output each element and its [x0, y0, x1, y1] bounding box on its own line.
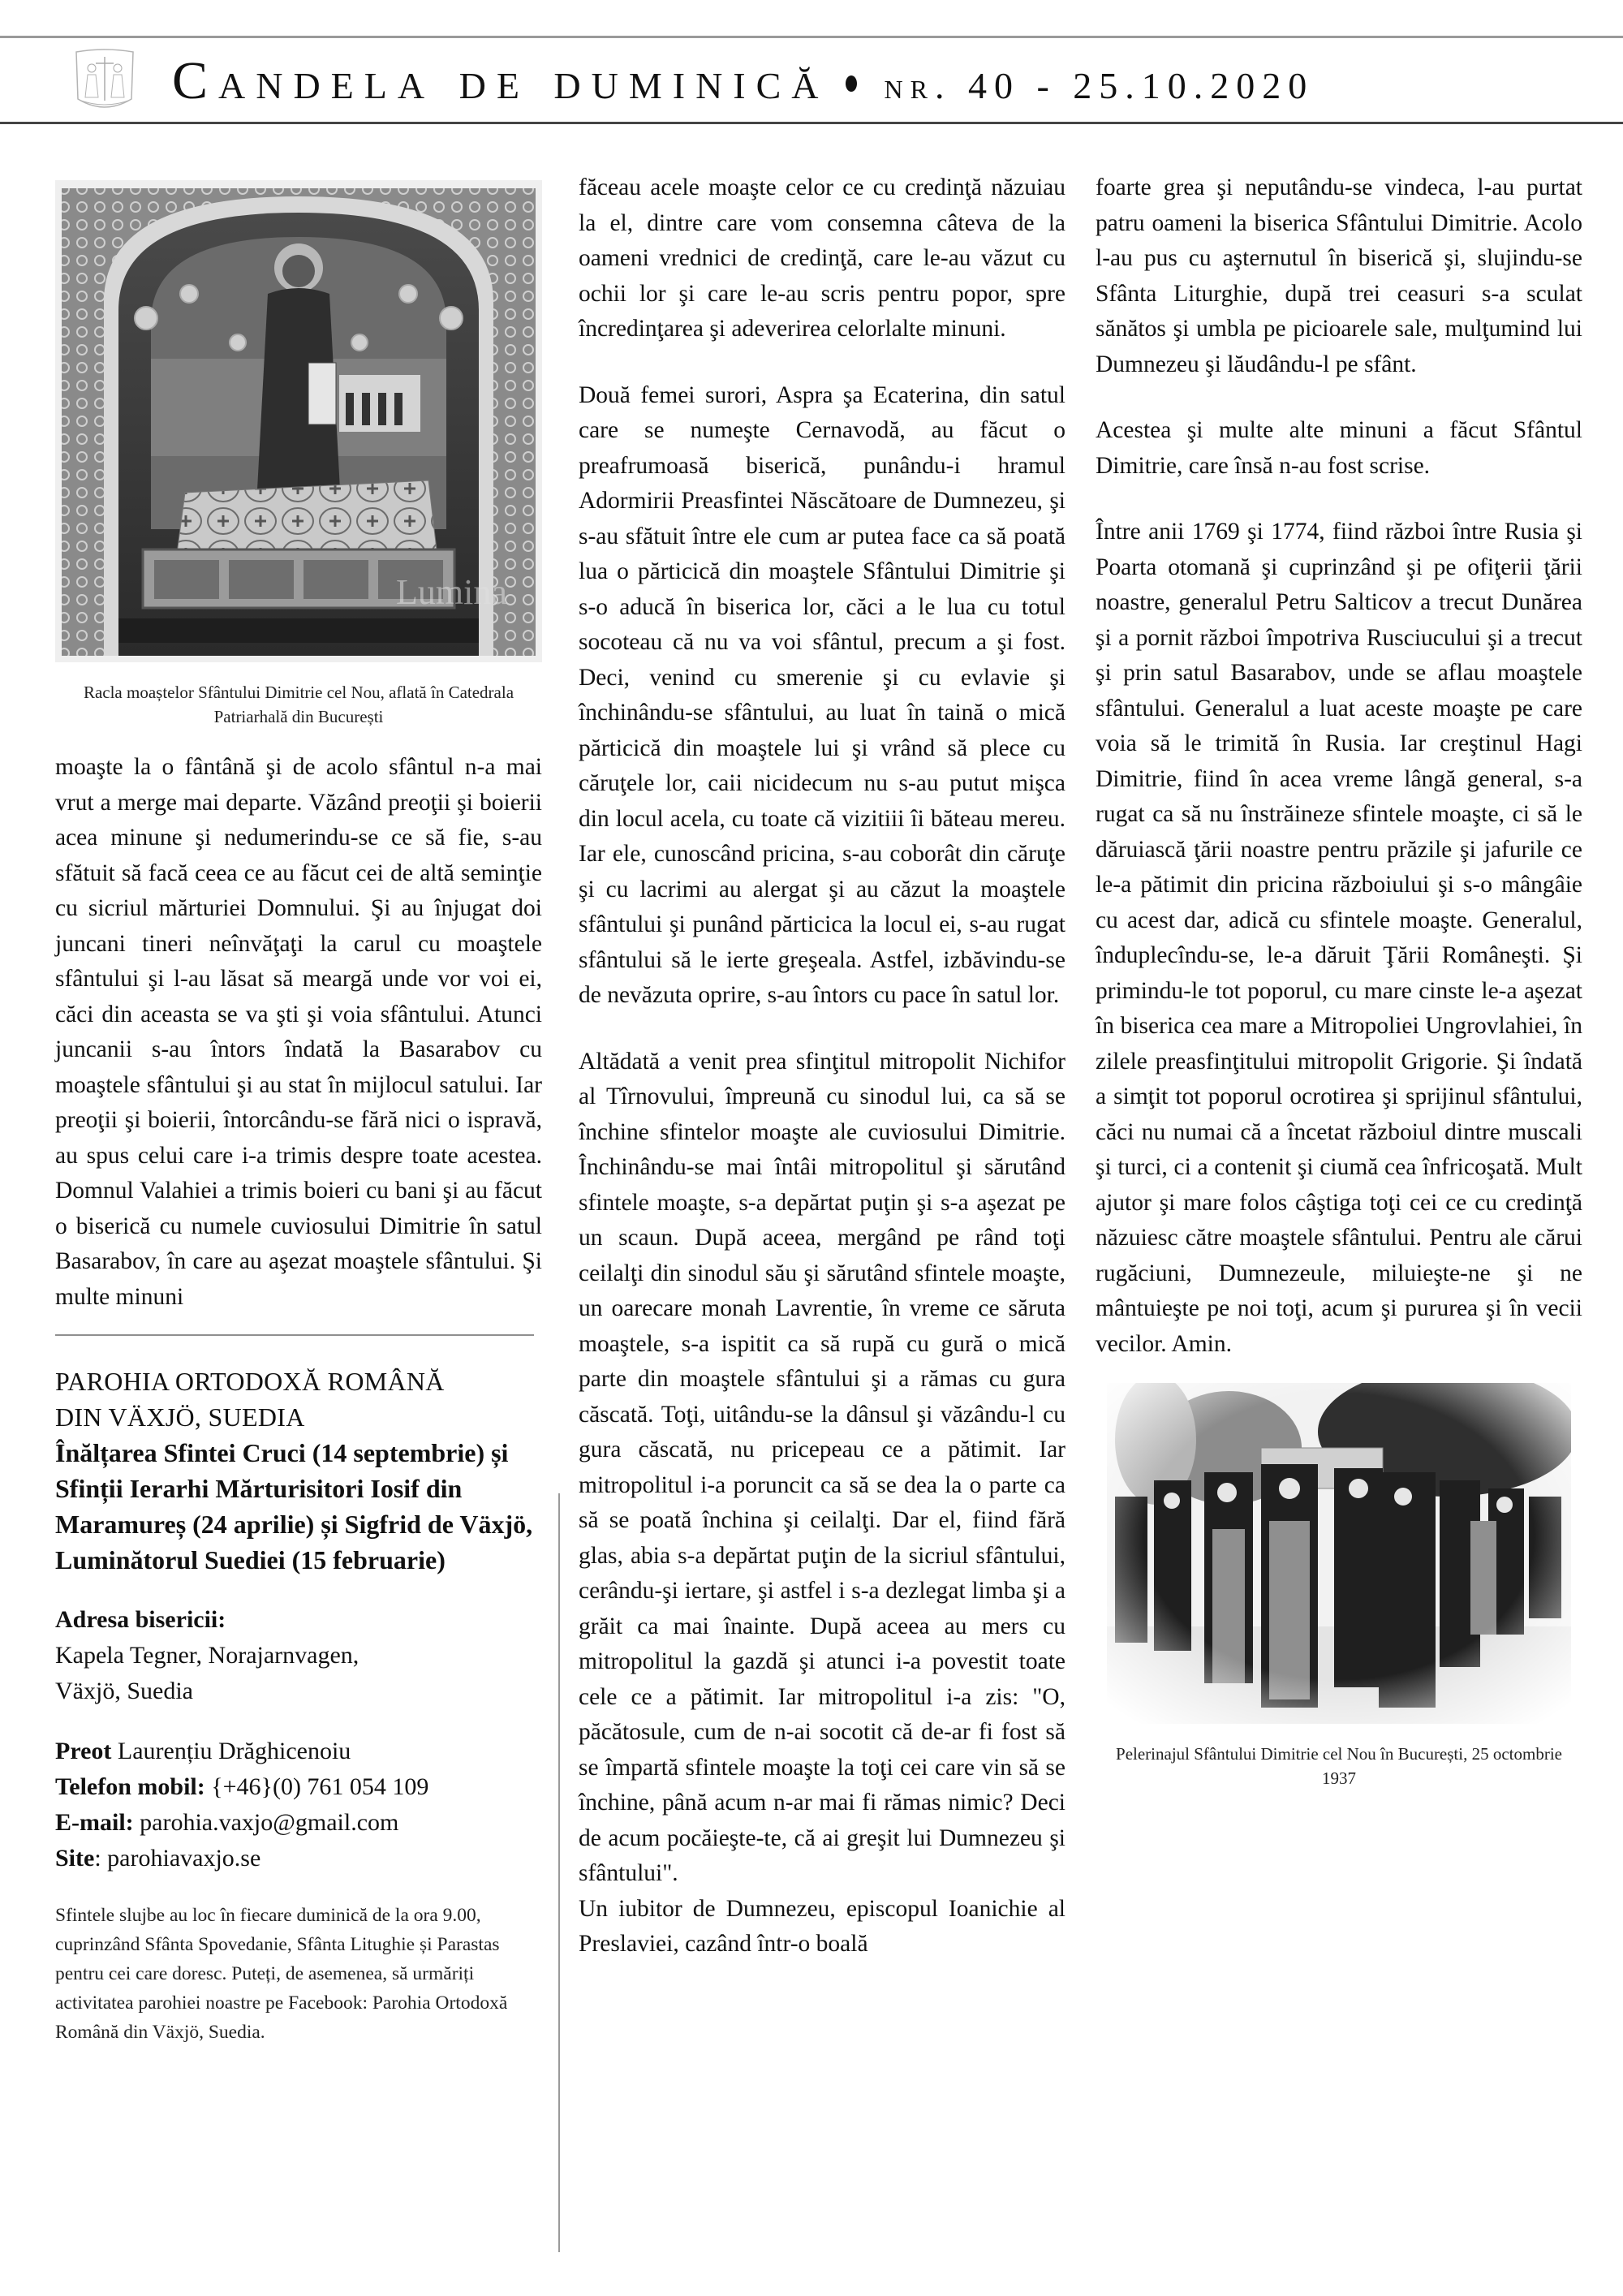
article-paragraph: Acestea şi multe alte minuni a făcut Sfântul Dimitrie, care însă n-au fost scrise. [1096, 417, 1582, 479]
middle-column [579, 170, 1065, 1962]
reliquary-photo [55, 180, 542, 662]
issue-number-date: nr. 40 - 25.10.2020 [884, 65, 1315, 106]
article-paragraph: Altădată a venit prea sfinţitul mitropolit Nichifor al Tîrnovului, împreună cu sinodul lui, ca să se închine sfintelor moaşte ale cuviosului Dimitrie. Închinându-se mai întâi mitropolitul şi sărutând sfintele moaşte, s-a depărtat puţin şi s-a aşezat pe un scaun. După aceea, mergând pe rând toţi ceilalţi din sinodul său şi sărutând sfintele moaşte, un oarecare monah Lavrentie, în vreme ce săruta moaştele, s-a ispitit ca să rupă cu gură o mică parte din moaştele sfântului şi a rămas cu gura căscată. Toţi, uitându-se la dânsul şi văzându-l cu gura căscată, nu pricepeau ce a pătimit. Iar mitropolitul i-a poruncit ca să se dea la o parte ca să se poată închina şi ceilalţi. Dar el, fiind fără glas, abia s-a depărtat puţin de la sicriul sfântului, cerându-şi iertare, şi astfel i s-a dezlegat limba şi a grăit ca mai înainte. După aceea au mers cu mitropolitul la gazdă şi atunci i-a povestit toate cele ce a pătimit. Iar mitropolitul i-a zis: "O, păcătosule, cum de n-ai socotit că de-ar fi fost să se împartă sfintele moaşte la toţi cei care vin să se închine, până acum n-ar mai fi rămas nimic? Deci de acum pocăieşte-te, că ai greşit lui Dumnezeu şi sfântului". [579, 1048, 1065, 1886]
section-divider [55, 1334, 534, 1336]
article-paragraph: moaşte la o fântână şi de acolo sfântul n-a mai vrut a merge mai departe. Văzând preoţii şi boierii acea minune şi nedumerindu-se ce să fie, s-au sfătuit să facă ceea ce au făcut cei de altă seminţie cu sicriul mărturiei Domnului. Şi au înjugat doi juncani tineri neînvăţaţi la carul cu moaştele sfântului şi l-au lăsat să meargă unde vor voi ei, căci din aceasta se va şti şi voia sfântului. Atunci juncanii s-au întors îndată la Basarabov cu moaştele sfântului şi au stat în mijlocul satului. Iar preoţii şi boierii, întorcându-se fără nici o ispravă, au spus celui care i-a trimis despre toate acestea. Domnul Valahiei a trimis boieri cu bani şi au făcut o biserică cu numele cuviosului Dimitrie în satul Basarabov, în care au aşezat moaştele sfântului. Şi multe minuni [55, 754, 542, 1310]
phone-number: {+46}(0) 761 054 109 [211, 1773, 429, 1800]
email-address[interactable]: parohia.vaxjo@gmail.com [140, 1809, 399, 1836]
email-label: E-mail: [55, 1809, 134, 1836]
address-label: Adresa bisericii: [55, 1606, 226, 1633]
site-label: Site [55, 1845, 95, 1872]
masthead [172, 50, 1314, 115]
parish-patrons: Înălțarea Sfintei Cruci (14 septembrie) și Sfinții Ierarhi Mărturisitori Iosif din Maramureș (24 aprilie) și Sigfrid de Växjö, Luminătorul Suediei (15 februarie) [55, 1438, 533, 1574]
article-paragraph: Un iubitor de Dumnezeu, episcopul Ioanichie al Preslaviei, cazând într-o boală [579, 1895, 1065, 1957]
address-line1: Kapela Tegner, Norajarnvagen, [55, 1642, 359, 1669]
left-column [55, 170, 542, 2047]
article-paragraph: foarte grea şi neputându-se vindeca, l-au purtat patru oameni la biserica Sfântului Dimitrie. Acolo l-au pus cu aşternutul în biserică şi, slujindu-se Sfânta Liturghie, după trei ceasuri s-a sculat sănătos şi umbla pe picioarele sale, mulţumind lui Dumnezeu şi lăudându-l pe sfânt. [1096, 174, 1582, 377]
procession-photo-caption: Pelerinajul Sfântului Dimitrie cel Nou în București, 25 octombrie 1937 [1116, 1744, 1562, 1788]
header-top-rule [0, 36, 1623, 38]
parish-title-line1: PAROHIA ORTODOXĂ ROMÂNĂ [55, 1367, 445, 1396]
bullet-separator-icon [846, 75, 857, 92]
article-paragraph: Două femei surori, Aspra şa Ecaterina, din satul care se numeşte Cernavodă, au făcut o preafrumoasă biserică, punându-i hramul Adormirii Preasfintei Născătoare de Dumnezeu, şi s-au sfătuit între ele cum ar putea face ca să poată lua o părticică din moaştele Sfântului Dimitrie şi s-o aducă în biserica lor, căci a le lua cu totul socoteau că nu va voi sfântul, precum a şi fost. Deci, venind cu smerenie şi cu evlavie şi închinându-se sfântului, au luat în taină o mică părticică din moaştele lui şi vrând să plece cu căruţele lor, caii nicidecum nu s-au putut mişca din locul acela, cu toate că vizitiii îi băteau mereu. Iar ele, cunoscând pricina, s-au coborât din căruţe şi cu lacrimi au alergat şi au căzut la moaştele sfântului şi punând părticica la locul ei, s-au rugat sfântului să le ierte greşeala. Astfel, izbăvindu-se de nevăzuta oprire, s-au întors cu pace în satul lor. [579, 381, 1065, 1008]
article-paragraph: Între anii 1769 şi 1774, fiind război între Rusia şi Poarta otomană şi cuprinzând şi pe ofiţerii ţării noastre, generalul Petru Salticov a trecut Dunărea şi a pornit război împotriva Rusciucului şi a trecut şi prin satul Basarabov, unde se aflau moaştele sfântului. Generalul a luat aceste moaşte pe care voia să le trimită în Rusia. Iar creştinul Hagi Dimitrie, fiind în acea vreme lângă general, s-a rugat ca să nu înstrăineze sfintele moaşte, ci să le dăruiască ţării noastre pentru prăzile şi jafurile ce le-a pătimit din pricina războiului şi s-o mângâie cu acest dar, adică cu sfintele moaşte. Generalul, înduplecîndu-se, le-a dăruit Ţării Româneşti. Şi primindu-le tot poporul, cu mare cinste le-a aşezat în biserica cea mare a Mitropoliei Ungrovlahiei, în zilele preasfinţitului mitropolit Grigorie. Şi îndată a simţit tot poporul ocrotirea şi sprijinul sfântului, căci nu numai că a încetat războiul dintre muscali şi turci, ci a contenit şi ciumă cea înfricoşată. Mult ajutor şi mare folos câştiga toţi cei ce cu credinţă năzuiesc către moaştele sfântului. Pentru ale cărui rugăciuni, Dumnezeule, miluieşte-ne şi ne mântuieşte pe noi toţi, acum şi pururea şi în vecii vecilor. Amin. [1096, 519, 1582, 1357]
website-link[interactable]: parohiavaxjo.se [107, 1845, 261, 1872]
parish-title-line2: DIN VÄXJÖ, SUEDIA [55, 1402, 305, 1432]
parish-info-box [55, 1363, 542, 2047]
saints-logo-icon [71, 47, 138, 115]
contact-block: Preot Laurențiu Drăghicenoiu Telefon mobil: {+46}(0) 761 054 109 E-mail: parohia.vaxjo@gmail.com Site: parohiavaxjo.se [55, 1738, 429, 1872]
phone-label: Telefon mobil: [55, 1773, 205, 1800]
reliquary-photo-caption: Racla moaștelor Sfântului Dimitrie cel Nou, aflată în Catedrala Patriarhală din București [83, 683, 514, 726]
priest-name: Laurențiu Drăghicenoiu [117, 1738, 351, 1764]
priest-label: Preot [55, 1738, 112, 1764]
address-line2: Växjö, Suedia [55, 1678, 193, 1704]
column-divider [558, 1493, 560, 2252]
right-column [1096, 170, 1582, 1811]
newsletter-title: Candela de duminică [172, 51, 829, 110]
procession-photo [1107, 1383, 1571, 1724]
services-note: Sfintele slujbe au loc în fiecare duminică de la ora 9.00, cuprinzând Sfânta Spovedanie, Sfânta Litughie și Parastas pentru cei care doresc. Puteți, de asemenea, să urmăriți activitatea parohiei noastre pe Facebook: Parohia Ortodoxă Română din Växjö, Suedia. [55, 1905, 508, 2043]
address-block [55, 1602, 542, 1709]
lumina-watermark: Lumina [396, 572, 507, 612]
article-paragraph: făceau acele moaşte celor ce cu credinţă năzuiau la el, dintre care vom consemna câteva de la oameni vrednici de credinţă, care le-au văzut cu ochii lor şi care le-au scris pentru popor, spre încredinţarea şi adeverirea celorlalte minuni. [579, 174, 1065, 342]
header-bottom-rule [0, 122, 1623, 124]
